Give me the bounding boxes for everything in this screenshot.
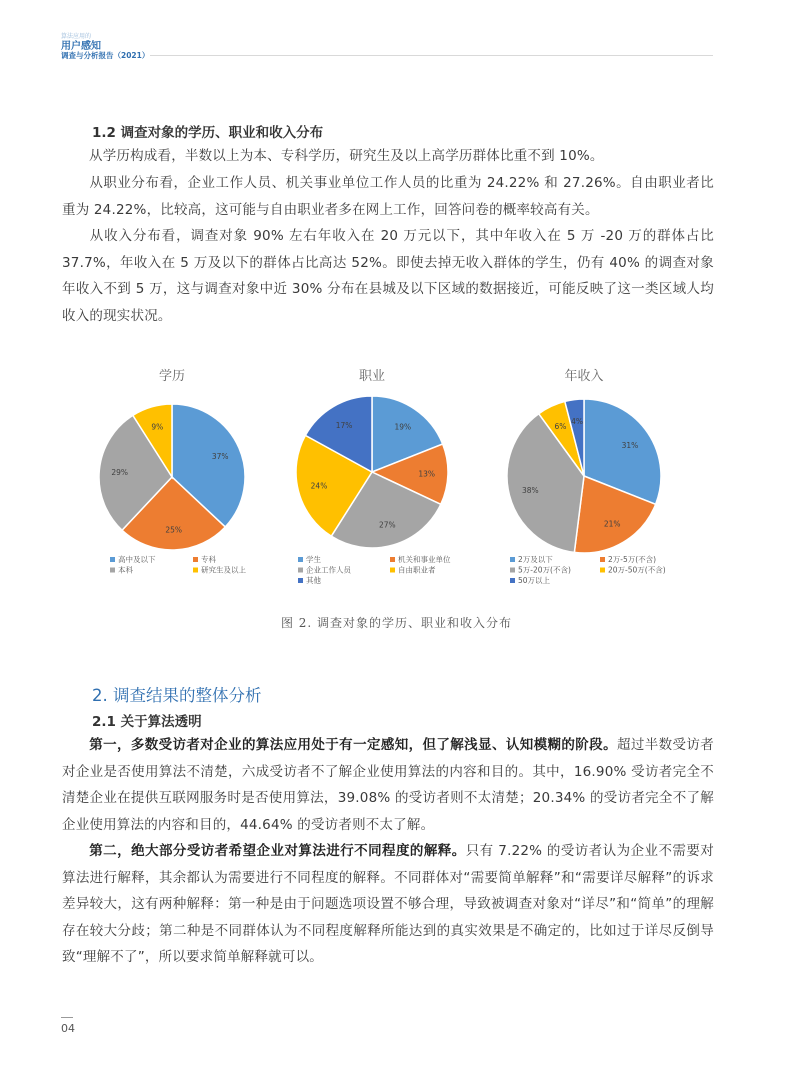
second-point-lead: 第二，绝大部分受访者希望企业对算法进行不同程度的解释。 — [89, 843, 466, 859]
legend-label: 高中及以下 — [118, 555, 156, 564]
chart-title: 职业 — [358, 369, 386, 384]
legend-swatch — [600, 557, 605, 562]
slice-data-label: 17% — [335, 420, 353, 430]
slice-data-label: 21% — [603, 519, 621, 529]
paragraph-occupation — [62, 170, 714, 223]
slice-data-label: 27% — [378, 520, 396, 530]
slice-data-label: 13% — [418, 469, 436, 479]
legend-swatch — [110, 557, 115, 562]
legend-label: 其他 — [306, 576, 321, 585]
first-point-lead: 第一，多数受访者对企业的算法应用处于有一定感知，但了解浅显、认知模糊的阶段。 — [89, 737, 617, 753]
page-number: 04 — [61, 1022, 75, 1035]
paragraph-income-text: 从收入分布看，调查对象 90% 左右年收入在 20 万元以下，其中年收入在 5 万 -20 万的群体占比 37.7%，年收入在 5 万及以下的群体占比高达 52%。即使去掉无收入群体的学生，仍有 40% 的调查对象年收入不到 5 万，这与调查对象中近 30% 分布在县城及以下区域的数据接近，可能反映了这一类区域人均收入的现实状况。 — [62, 228, 714, 324]
paragraph-education — [62, 143, 714, 170]
section-2-1-title: 2.1 关于算法透明 — [92, 714, 202, 730]
pie-charts-svg — [80, 362, 720, 612]
legend-label: 2万-5万(不含) — [608, 555, 657, 564]
legend-label: 研究生及以上 — [201, 565, 246, 575]
legend-swatch — [390, 568, 395, 573]
chart-title: 年收入 — [564, 369, 604, 384]
figure-2-charts — [80, 362, 720, 612]
legend-swatch — [193, 557, 198, 562]
chart-title: 学历 — [158, 369, 186, 384]
paragraph-income — [62, 223, 714, 329]
header-line-2: 用户感知 — [61, 40, 101, 52]
legend-label: 机关和事业单位 — [398, 555, 451, 564]
report-header — [61, 34, 149, 61]
legend-swatch — [298, 568, 303, 573]
legend-swatch — [510, 578, 515, 583]
page-number-rule — [61, 1017, 73, 1018]
paragraph-second-point — [62, 838, 714, 971]
legend-swatch — [298, 578, 303, 583]
first-point-body: 超过半数受访者对企业是否使用算法不清楚，六成受访者不了解企业使用算法的内容和目的。其中，16.90% 受访者完全不清楚企业在提供互联网服务时是否使用算法，39.08% 的受访者则不太清楚；20.34% 的受访者完全不了解企业使用算法的内容和目的，44.64% 的受访者则不太了解。 — [62, 737, 714, 833]
legend-label: 50万以上 — [518, 576, 551, 585]
slice-data-label: 37% — [211, 452, 229, 462]
paragraph-first-point — [62, 732, 714, 838]
slice-data-label: 31% — [621, 440, 639, 450]
section-1-2-title: 1.2 调查对象的学历、职业和收入分布 — [92, 125, 324, 141]
slice-data-label: 25% — [165, 525, 183, 535]
slice-data-label: 6% — [554, 421, 567, 431]
legend-label: 自由职业者 — [398, 565, 436, 575]
legend-swatch — [510, 568, 515, 573]
second-point-body: 只有 7.22% 的受访者认为企业不需要对算法进行解释，其余都认为需要进行不同程度的解释。不同群体对“需要简单解释”和“需要详尽解释”的诉求差异较大，这有两种解释：第一种是由于问题选项设置不够合理，导致被调查对象对“详尽”和“简单”的理解存在较大分歧；第二种是不同群体认为不同程度解释所能达到的真实效果是不确定的，比如过于详尽反倒导致“理解不了”，所以要求简单解释就可以。 — [62, 843, 714, 965]
slice-data-label: 4% — [571, 417, 584, 426]
legend-swatch — [510, 557, 515, 562]
legend-swatch — [390, 557, 395, 562]
section-2-title: 2. 调查结果的整体分析 — [92, 686, 262, 705]
legend-label: 5万-20万(不含) — [518, 565, 571, 575]
legend-swatch — [193, 568, 198, 573]
legend-swatch — [298, 557, 303, 562]
legend-swatch — [600, 568, 605, 573]
legend-swatch — [110, 568, 115, 573]
legend-label: 2万及以下 — [518, 555, 553, 564]
slice-data-label: 38% — [521, 485, 539, 495]
legend-label: 企业工作人员 — [306, 565, 351, 575]
slice-data-label: 19% — [394, 422, 412, 432]
slice-data-label: 24% — [310, 481, 328, 491]
paragraph-education-text: 从学历构成看，半数以上为本、专科学历，研究生及以上高学历群体比重不到 10%。 — [89, 148, 604, 164]
slice-data-label: 9% — [151, 422, 164, 432]
slice-data-label: 29% — [111, 468, 129, 478]
legend-label: 本科 — [118, 565, 133, 575]
header-line-3: 调查与分析报告（2021） — [61, 51, 150, 61]
figure-caption: 图 2. 调查对象的学历、职业和收入分布 — [280, 616, 513, 630]
paragraph-occupation-text: 从职业分布看，企业工作人员、机关事业单位工作人员的比重为 24.22% 和 27.26%。自由职业者比重为 24.22%，比较高，这可能与自由职业者多在网上工作，回答问卷的概率较高有关。 — [62, 175, 714, 218]
legend-label: 20万-50万(不含) — [608, 565, 666, 575]
header-divider — [150, 55, 713, 56]
legend-label: 专科 — [201, 555, 216, 564]
legend-label: 学生 — [306, 555, 321, 564]
header-line-1: 算法应用的 — [61, 33, 92, 40]
